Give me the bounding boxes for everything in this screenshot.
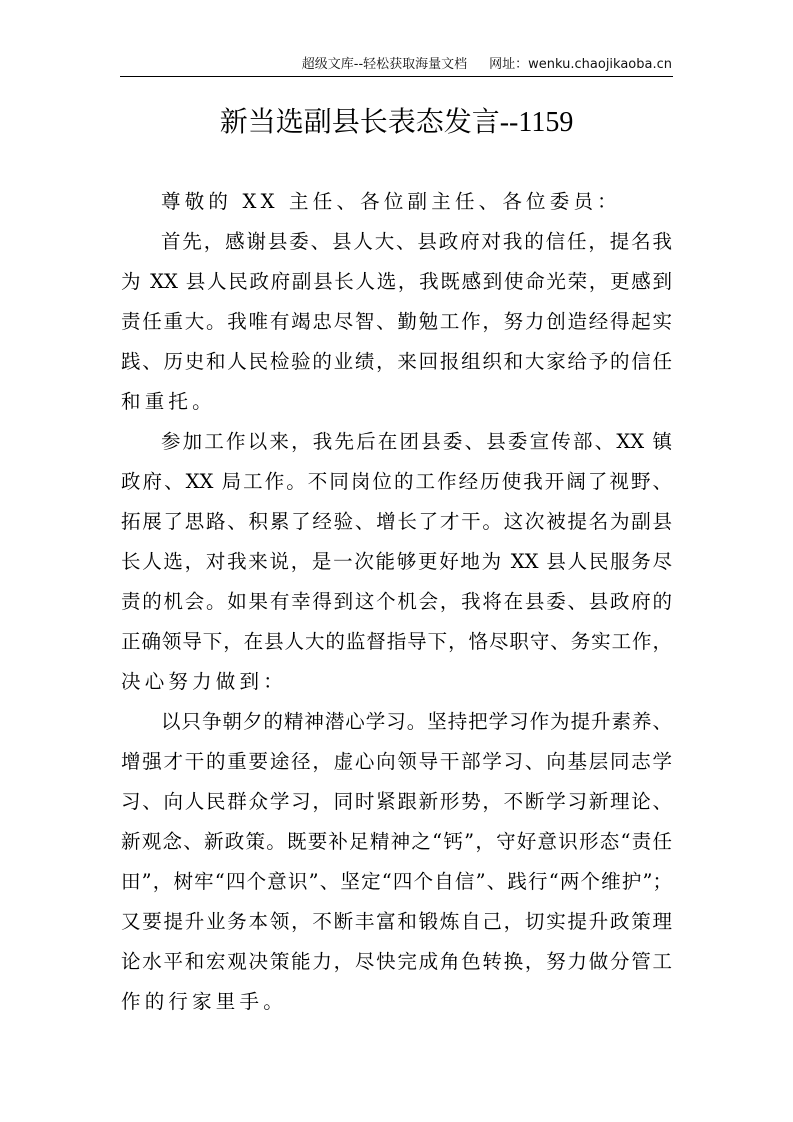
body-text-line: 为 XX 县人民政府副县长人选，我既感到使命光荣，更感到 bbox=[121, 270, 672, 293]
body-text-line: 长人选，对我来说，是一次能够更好地为 XX 县人民服务尽 bbox=[121, 550, 672, 573]
body-text-line: 拓展了思路、积累了经验、增长了才干。这次被提名为副县 bbox=[121, 510, 672, 533]
header-divider bbox=[120, 76, 673, 77]
body-text-line: 又要提升业务本领，不断丰富和锻炼自己，切实提升政策理 bbox=[121, 910, 672, 933]
document-title bbox=[0, 100, 793, 140]
body-text-line: 习、向人民群众学习，同时紧跟新形势，不断学习新理论、 bbox=[121, 790, 672, 813]
body-text-line: 践、历史和人民检验的业绩，来回报组织和大家给予的信任 bbox=[121, 350, 672, 373]
site-url: 网址：wenku.chaojikaoba.cn bbox=[489, 57, 672, 72]
title-text: 新当选副县长表态发言 bbox=[219, 105, 500, 138]
body-text-line: 尊敬的 XX 主任、各位副主任、各位委员： bbox=[161, 190, 621, 213]
body-text-line: 参加工作以来，我先后在团县委、县委宣传部、XX 镇 bbox=[161, 430, 672, 453]
body-text-line: 责的机会。如果有幸得到这个机会，我将在县委、县政府的 bbox=[121, 590, 672, 613]
body-text-line: 新观念、新政策。既要补足精神之“钙”，守好意识形态“责任 bbox=[121, 830, 672, 853]
body-text-line: 正确领导下，在县人大的监督指导下，恪尽职守、务实工作， bbox=[121, 630, 672, 653]
body-text-line: 以只争朝夕的精神潜心学习。坚持把学习作为提升素养、 bbox=[161, 710, 672, 733]
body-text-line: 首先，感谢县委、县人大、县政府对我的信任，提名我 bbox=[161, 230, 672, 253]
body-text-line: 论水平和宏观决策能力，尽快完成角色转换，努力做分管工 bbox=[121, 950, 672, 973]
body-text-line: 决心努力做到： bbox=[121, 670, 287, 693]
page-header bbox=[302, 53, 672, 72]
title-number: --1159 bbox=[499, 107, 574, 138]
body-text-line: 和重托。 bbox=[121, 390, 216, 413]
body-text-line: 作的行家里手。 bbox=[121, 990, 287, 1013]
body-text-line: 增强才干的重要途径，虚心向领导干部学习、向基层同志学 bbox=[121, 750, 672, 773]
body-text-line: 田”，树牢“四个意识”、坚定“四个自信”、践行“两个维护”； bbox=[121, 870, 672, 893]
body-text-line: 政府、XX 局工作。不同岗位的工作经历使我开阔了视野、 bbox=[121, 470, 672, 493]
body-text-line: 责任重大。我唯有竭忠尽智、勤勉工作，努力创造经得起实 bbox=[121, 310, 672, 333]
site-name: 超级文库--轻松获取海量文档 bbox=[301, 57, 468, 72]
